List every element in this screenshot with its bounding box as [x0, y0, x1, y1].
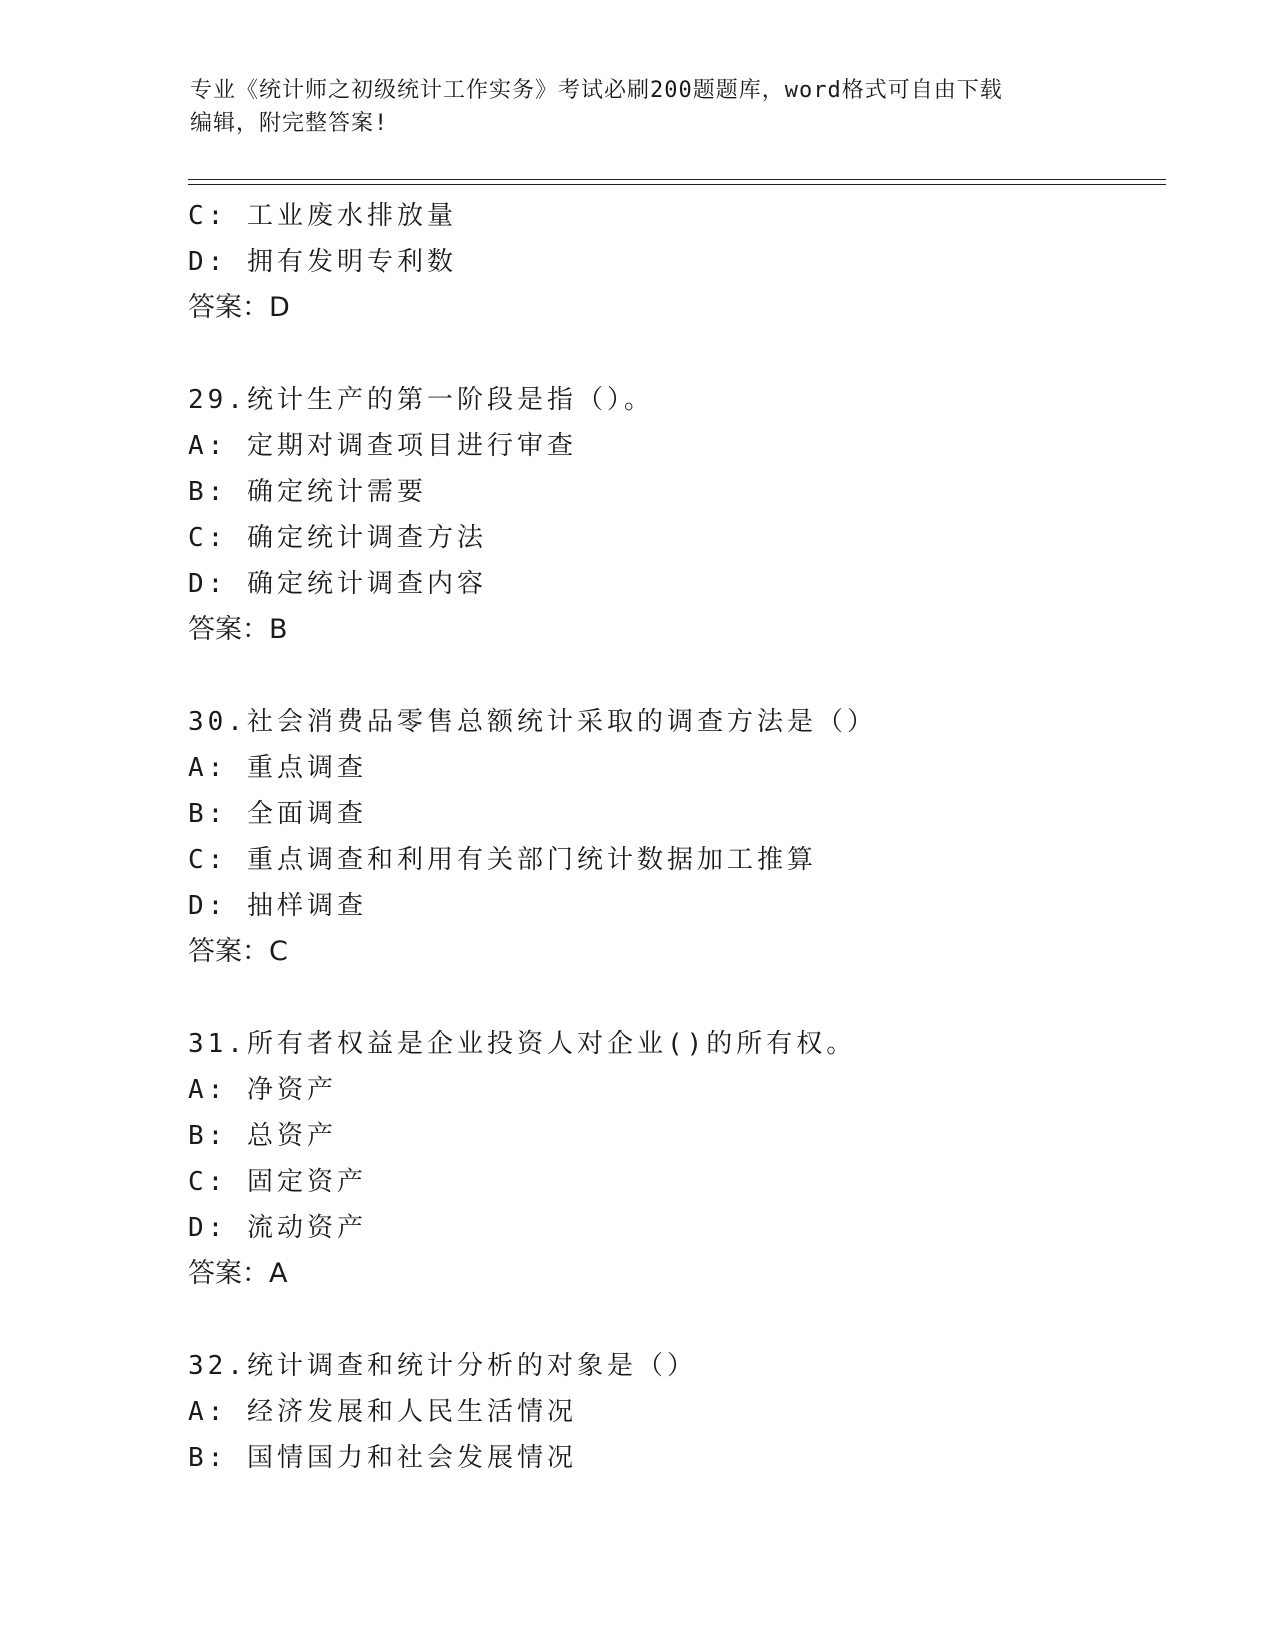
option-d: D: 抽样调查 — [188, 891, 367, 921]
option-b: B: 确定统计需要 — [188, 477, 427, 507]
header-divider-bottom — [188, 184, 1166, 185]
spacer — [188, 1297, 1178, 1343]
question-stem: 29.统计生产的第一阶段是指（）。 — [188, 385, 654, 415]
question-list — [188, 193, 1178, 1481]
option-a: A: 经济发展和人民生活情况 — [188, 1397, 577, 1427]
option-c: C: 固定资产 — [188, 1167, 367, 1197]
option-a: A: 定期对调查项目进行审查 — [188, 431, 577, 461]
option-c: C: 确定统计调查方法 — [188, 523, 487, 553]
option-b: B: 国情国力和社会发展情况 — [188, 1443, 577, 1473]
header-title-line-2: 编辑，附完整答案! — [190, 111, 389, 136]
question-32 — [188, 1343, 1178, 1481]
option-d: D: 确定统计调查内容 — [188, 569, 487, 599]
option-c: C: 工业废水排放量 — [188, 201, 457, 231]
answer-line: 答案：A — [188, 1258, 288, 1289]
option-a: A: 重点调查 — [188, 753, 367, 783]
header-title-line-1: 专业《统计师之初级统计工作实务》考试必刷200题题库，word格式可自由下载 — [190, 78, 1003, 103]
question-stem: 32.统计调查和统计分析的对象是（） — [188, 1351, 697, 1381]
header-divider-top — [188, 179, 1166, 180]
option-c: C: 重点调查和利用有关部门统计数据加工推算 — [188, 845, 817, 875]
answer-line: 答案：B — [188, 614, 288, 645]
document-header — [190, 74, 1090, 140]
spacer — [188, 975, 1178, 1021]
question-stem: 31.所有者权益是企业投资人对企业()的所有权。 — [188, 1029, 857, 1059]
question-31 — [188, 1021, 1178, 1297]
option-d: D: 流动资产 — [188, 1213, 367, 1243]
question-30 — [188, 699, 1178, 975]
option-a: A: 净资产 — [188, 1075, 337, 1105]
option-b: B: 总资产 — [188, 1121, 337, 1151]
spacer — [188, 331, 1178, 377]
answer-line: 答案：C — [188, 936, 288, 967]
question-stem: 30.社会消费品零售总额统计采取的调查方法是（） — [188, 707, 877, 737]
carryover-question — [188, 193, 1178, 331]
option-d: D: 拥有发明专利数 — [188, 247, 457, 277]
question-29 — [188, 377, 1178, 653]
spacer — [188, 653, 1178, 699]
option-b: B: 全面调查 — [188, 799, 367, 829]
answer-line: 答案：D — [188, 292, 290, 323]
